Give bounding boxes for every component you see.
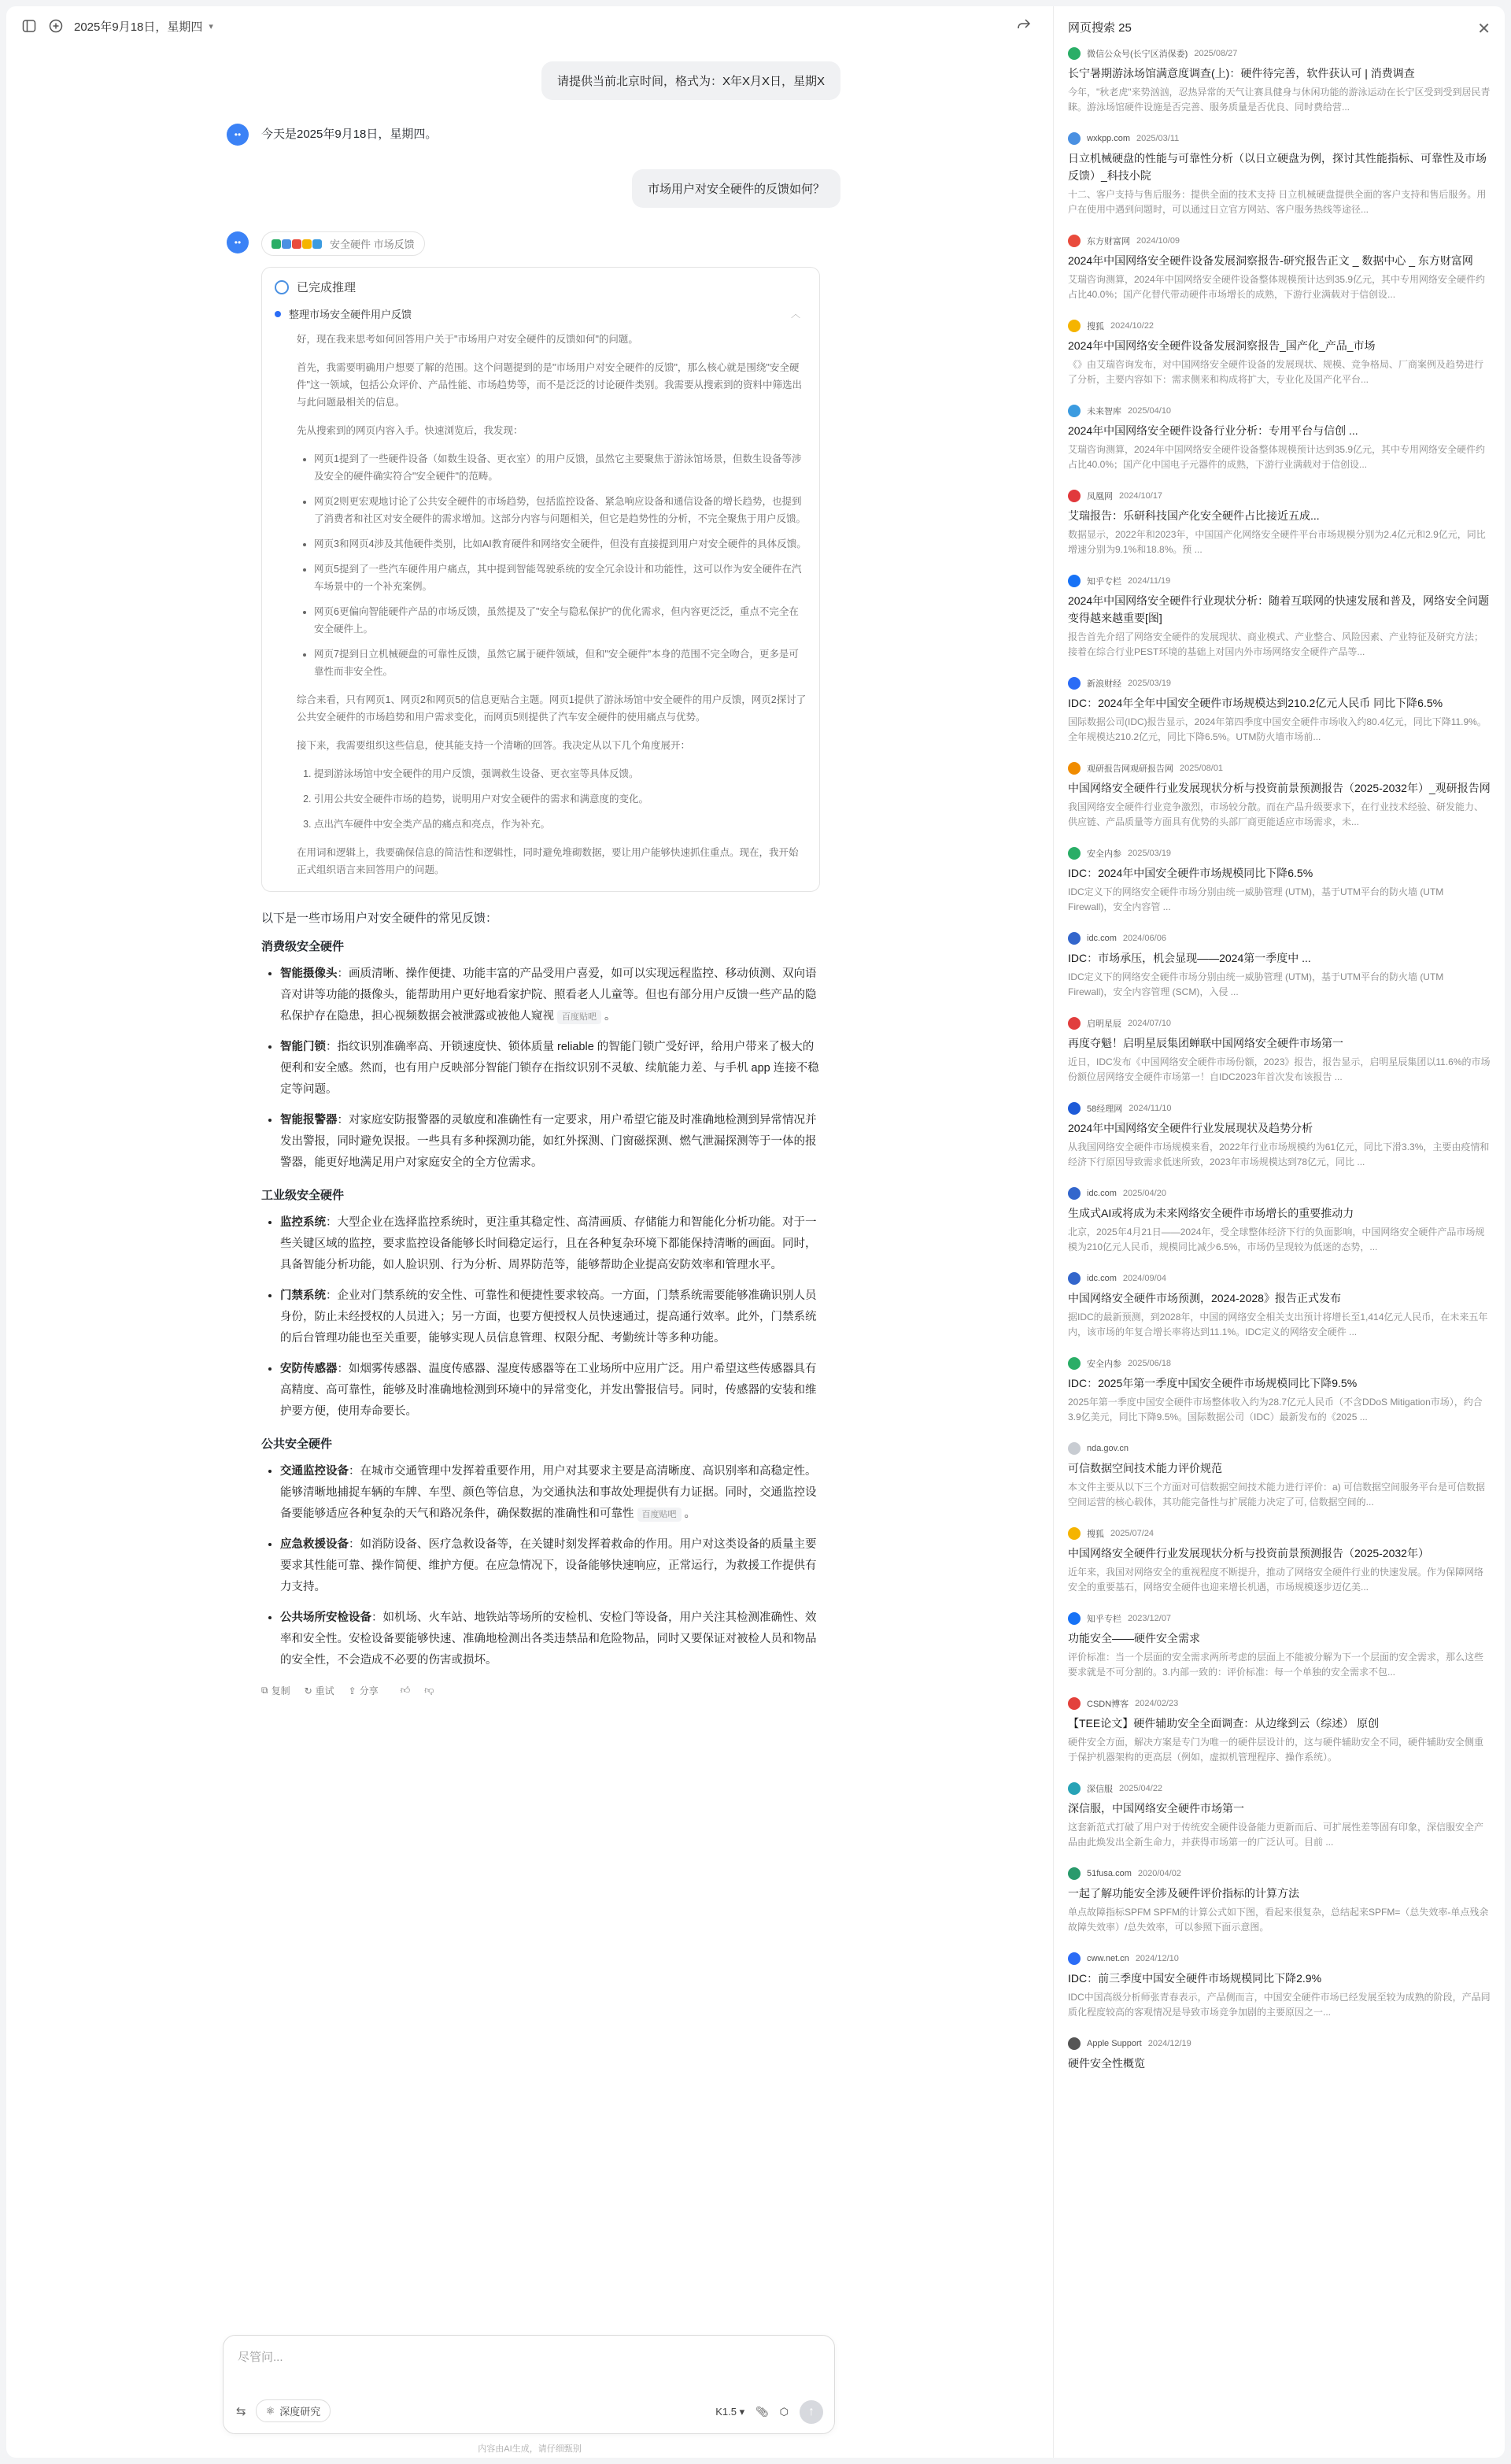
reasoning-paragraph: 先从搜索到的网页内容入手。快速浏览后，我发现： (297, 425, 523, 436)
result-source-row (1068, 1442, 1491, 1455)
result-source-row (1068, 762, 1491, 775)
result-source: 凤凰网 (1087, 492, 1113, 501)
search-result[interactable] (1068, 2037, 1491, 2075)
result-snippet: 数据显示，2022年和2023年，中国国产化网络安全硬件平台市场规模分别为2.4亿元和2.9亿元，同比增速分别为9.1%和18.8%。预 ... (1068, 529, 1486, 555)
answer-section-heading: 工业级安全硬件 (261, 1189, 345, 1202)
result-source-row (1068, 932, 1491, 945)
result-source: 东方财富网 (1087, 237, 1130, 246)
search-result[interactable] (1068, 1867, 1491, 1935)
result-date: 2024/09/04 (1122, 1274, 1166, 1283)
result-snippet: 据IDC的最新预测，到2028年，中国的网络安全相关支出预计将增长至1,414亿元人民币，在未来五年内，该市场的年复合增长率将达到11.1%。IDC定义的网络安全硬件 ... (1068, 1312, 1488, 1337)
site-favicon-icon (1068, 1102, 1081, 1115)
answer-item-text: ：画质清晰、操作便捷、功能丰富的产品受用户喜爱，如可以实现远程监控、移动侦测、双向语音对讲等功能的摄像头，能帮助用户更好地看家护院、照看老人儿童等。但也有部分用户反馈一些产品的隐私保护存在隐患，担心视频数据会被泄露或被他人窥视 (280, 967, 817, 1023)
result-source: 新浪财经 (1087, 679, 1121, 689)
result-title[interactable]: IDC：市场承压，机会显现——2024第一季度中 ... (1068, 952, 1311, 964)
assistant-text: 今天是2025年9月18日，星期四。 (261, 128, 438, 141)
answer-section-heading: 公共安全硬件 (261, 1437, 333, 1451)
assistant-avatar: •• (227, 231, 249, 253)
result-title[interactable]: 深信服，中国网络安全硬件市场第一 (1068, 1802, 1244, 1815)
result-title[interactable]: 中国网络安全硬件行业发展现状分析与投资前景预测报告（2025-2032年）_观研报告网 (1068, 782, 1491, 794)
share-icon: ⇪ (348, 1685, 357, 1696)
search-result[interactable] (1068, 132, 1491, 217)
answer-item-text: ：企业对门禁系统的安全性、可靠性和便捷性要求较高。一方面，门禁系统需要能够准确识别人员身份，防止未经授权的人员进入；另一方面，也要方便授权人员快速通过，提高通行效率。此外，门禁系统的后台管理功能也至关重要，能够实现人员信息管理、权限分配、考勤统计等多种功能。 (280, 1289, 817, 1345)
result-snippet: 十二、客户支持与售后服务：提供全面的技术支持 日立机械硬盘提供全面的客户支持和售后服务。用户在使用中遇到问题时，可以通过日立官方网站、客户服务热线等途径... (1068, 189, 1487, 215)
reasoning-bullets (314, 450, 807, 680)
result-title[interactable]: 2024年中国网络安全硬件行业发展现状及趋势分析 (1068, 1122, 1313, 1134)
result-snippet: IDC定义下的网络安全硬件市场分别由统一威胁管理 (UTM)，基于UTM平台的防火墙 (UTM Firewall)，安全内容管理 (SCM)，入侵 ... (1068, 971, 1444, 997)
model-label: K1.5 (715, 2406, 737, 2418)
result-date: 2025/08/01 (1180, 764, 1224, 773)
answer-item-name: 安防传感器 (280, 1363, 338, 1375)
site-favicon-icon (1068, 1952, 1081, 1965)
result-source: 知乎专栏 (1087, 577, 1121, 586)
search-result[interactable] (1068, 847, 1491, 915)
site-favicon-icon (1068, 1442, 1081, 1455)
answer-item-name: 公共场所安检设备 (280, 1611, 371, 1624)
result-title[interactable]: 中国网络安全硬件行业发展现状分析与投资前景预测报告（2025-2032年） (1068, 1547, 1429, 1559)
result-snippet: 从我国网络安全硬件市场规模来看，2022年行业市场规模约为61亿元，同比下滑3.3%，主要由疫情和经济下行原因导致需求低迷所致，2023年市场规模达到78亿元，同比 ... (1068, 1141, 1490, 1167)
result-snippet: 本文件主要从以下三个方面对可信数据空间技术能力进行评价：a) 可信数据空间服务平台是可信数据空间运营的核心载体，其功能完备性与扩展能力决定了可, 信数据空间的... (1068, 1482, 1486, 1508)
result-date: 2024/10/22 (1110, 321, 1154, 331)
answer-item-text: ：如烟雾传感器、温度传感器、湿度传感器等在工业场所中应用广泛。用户希望这些传感器具有高精度、高可靠性，能够及时准确地检测到环境中的异常变化，并发出警报信号。同时，传感器的安装和维护要方便，使用寿命要长。 (280, 1363, 817, 1418)
reasoning-body (275, 331, 807, 879)
thumbs-up-button[interactable]: 👍︎ (400, 1685, 411, 1696)
reasoning-ordered-item: 2. 引用公共安全硬件市场的趋势，说明用户对安全硬件的需求和满意度的变化。 (314, 790, 807, 808)
result-source-row (1068, 1102, 1491, 1115)
result-title[interactable]: 长宁暑期游泳场馆满意度调查(上)：硬件待完善，软件获认可 | 消费调查 (1068, 67, 1415, 80)
search-result[interactable] (1068, 1697, 1491, 1765)
search-result[interactable] (1068, 235, 1491, 302)
reasoning-panel (261, 267, 820, 892)
result-source-row (1068, 235, 1491, 247)
result-date: 2024/06/06 (1122, 934, 1166, 943)
search-result[interactable] (1068, 762, 1491, 830)
web-search-panel (1053, 6, 1505, 2458)
search-result[interactable] (1068, 47, 1491, 115)
result-source-row (1068, 405, 1491, 417)
result-title[interactable]: 中国网络安全硬件市场预测，2024-2028》报告正式发布 (1068, 1292, 1341, 1304)
site-favicon-icon (1068, 847, 1081, 860)
result-snippet: 国际数据公司(IDC)报告显示，2024年第四季度中国安全硬件市场收入约80.4亿元，同比下降11.9%。全年规模达210.2亿元，同比下降6.5%。UTM防火墙市场前... (1068, 716, 1487, 742)
search-result[interactable] (1068, 1017, 1491, 1085)
step-dot (275, 311, 281, 317)
source-favicons (272, 239, 322, 249)
result-source: CSDN博客 (1087, 1700, 1129, 1709)
result-title[interactable]: 2024年中国网络安全硬件设备发展洞察报告-研究报告正文 _ 数据中心 _ 东方财富网 (1068, 254, 1473, 267)
sidebar-toggle-icon[interactable] (20, 17, 38, 35)
reasoning-step[interactable] (275, 306, 807, 321)
answer-item-name: 智能摄像头 (280, 967, 338, 980)
result-source-row (1068, 320, 1491, 332)
result-snippet: IDC定义下的网络安全硬件市场分别由统一威胁管理 (UTM)，基于UTM平台的防火墙 (UTM Firewall)，安全内容管 ... (1068, 886, 1444, 912)
reasoning-header[interactable] (275, 279, 807, 295)
result-source: 安全内参 (1087, 1360, 1121, 1369)
answer-list-item (280, 1286, 820, 1349)
reasoning-ordered (314, 765, 807, 833)
refresh-icon: ↻ (304, 1685, 312, 1696)
result-source: idc.com (1087, 1189, 1117, 1198)
answer-list-item (280, 1608, 820, 1671)
result-source: cww.net.cn (1087, 1954, 1129, 1963)
site-favicon-icon (1068, 1782, 1081, 1795)
reasoning-ordered-item: 3. 点出汽车硬件中安全类产品的痛点和亮点，作为补充。 (314, 816, 807, 833)
site-favicon-icon (1068, 1017, 1081, 1030)
reasoning-status: 已完成推理 (297, 281, 357, 294)
model-select[interactable]: K1.5 ▾ (715, 2406, 745, 2418)
result-title[interactable]: IDC：2024年全年中国安全硬件市场规模达到210.2亿元人民币 同比下降6.5% (1068, 697, 1443, 709)
research-icon: ⚛ (265, 2404, 275, 2417)
answer-section-heading: 消费级安全硬件 (261, 940, 345, 953)
result-date: 2024/11/19 (1128, 576, 1171, 586)
reasoning-bullet: • 网页1提到了一些硬件设备（如数生设备、更衣室）的用户反馈，虽然它主要聚焦于游泳馆场景，但数生设备等涉及安全的硬件确实符合"安全硬件"的范畴。 (314, 450, 807, 485)
web-search-chip[interactable] (261, 231, 425, 256)
result-title[interactable]: 日立机械硬盘的性能与可靠性分析（以日立硬盘为例，探讨其性能指标、可靠性及市场反馈）_科技小院 (1068, 152, 1487, 182)
search-results (1054, 47, 1505, 2075)
conversation-title[interactable]: 2025年9月18日，星期四 (74, 20, 203, 34)
result-snippet: 2025年第一季度中国安全硬件市场整体收入约为28.7亿元人民币（不含DDoS Mitigation市场），约合3.9亿美元，同比下降9.5%。国际数据公司（IDC）最新发布的《2025 ... (1068, 1397, 1483, 1423)
chevron-down-icon[interactable]: ▾ (209, 21, 213, 31)
result-snippet: 这套新范式打破了用户对于传统安全硬件设备能力更新而后、可扩展性差等固有印象，深信服安全产品由此焕发出全新生命力，并获得市场第一的广泛认可。目前 ... (1068, 1822, 1484, 1848)
thumbs-down-button[interactable]: 👎︎ (424, 1685, 434, 1696)
chat-pane (6, 6, 1053, 2458)
site-favicon-icon (1068, 235, 1081, 247)
result-source: 观研报告网观研报告网 (1087, 764, 1173, 774)
result-snippet: 报告首先介绍了网络安全硬件的发展现状、商业模式、产业整合、风险因素、产业特征及研究方法；接着在综合行业PEST环境的基础上对国内外市场网络安全硬件产品等... (1068, 631, 1484, 657)
search-result[interactable] (1068, 1442, 1491, 1510)
result-snippet: 今年，"秋老虎"来势汹汹，忍热异常的天气让赛具健身与休闲功能的游泳运动在长宁区受到受到居民青睐。游泳场馆硬件设施是否完善、服务质量是否优良、同时费给营... (1068, 87, 1491, 113)
result-source-row (1068, 1272, 1491, 1285)
chevron-up-icon[interactable]: ︿ (790, 309, 800, 320)
search-chip-label: 安全硬件 市场反馈 (330, 239, 415, 250)
result-title[interactable]: 生成式AI或将成为未来网络安全硬件市场增长的重要推动力 (1068, 1207, 1354, 1219)
reasoning-bullet: • 网页2则更宏观地讨论了公共安全硬件的市场趋势，包括监控设备、紧急响应设备和通信设备的增长趋势，也提到了消费者和社区对安全硬件的需求增加。这部分内容与问题相关，但它是趋势性的分析，不完全聚焦于用户反馈。 (314, 493, 807, 527)
share-label: 分享 (359, 1685, 379, 1696)
user-message: 请提供当前北京时间，格式为：X年X月X日，星期X (541, 61, 840, 100)
result-source-row (1068, 677, 1491, 690)
site-favicon-icon (1068, 1357, 1081, 1370)
site-favicon-icon (1068, 575, 1081, 587)
site-favicon-icon (1068, 932, 1081, 945)
reasoning-bullet: • 网页5提到了一些汽车硬件用户痛点，其中提到智能驾驶系统的安全冗余设计和功能性，这可以作为安全硬件在汽车场景中的一个补充案例。 (314, 561, 807, 595)
search-result[interactable] (1068, 677, 1491, 745)
result-date: 2023/12/07 (1128, 1614, 1172, 1623)
web-search-title: 网页搜索 25 (1068, 20, 1132, 35)
result-source: 微信公众号(长宁区消保委) (1087, 50, 1188, 59)
top-bar (6, 6, 1053, 46)
result-source-row (1068, 1527, 1491, 1540)
result-source: idc.com (1087, 1274, 1117, 1283)
result-title[interactable]: 功能安全——硬件安全需求 (1068, 1632, 1200, 1645)
site-favicon-icon (1068, 2037, 1081, 2050)
result-source-row (1068, 132, 1491, 145)
answer-item-name: 交通监控设备 (280, 1465, 349, 1478)
copy-icon: ⧉ (261, 1685, 268, 1696)
site-favicon-icon (1068, 132, 1081, 145)
assistant-message (227, 124, 840, 146)
assistant-avatar: •• (227, 124, 249, 146)
cube-icon[interactable]: ⬡ (779, 2406, 789, 2418)
result-source-row (1068, 1357, 1491, 1370)
result-source-row (1068, 1697, 1491, 1710)
search-result[interactable] (1068, 320, 1491, 387)
result-snippet: 我国网络安全硬件行业竞争激烈，市场较分散。而在产品升级要求下，在行业技术经验、研发能力、供应链、产品质量等方面具有优势的头部厂商更能适应市场需求，未... (1068, 801, 1484, 827)
reasoning-paragraph: 综合来看，只有网页1、网页2和网页5的信息更贴合主题。网页1提供了游泳场馆中安全硬件的用户反馈，网页2探讨了公共安全硬件的市场趋势和用户需求变化，而网页5则提供了汽车安全硬件的使用痛点与优势。 (297, 694, 807, 723)
result-title[interactable]: 再度夺魁！启明星辰集团蝉联中国网络安全硬件市场第一 (1068, 1037, 1343, 1049)
result-source-row (1068, 1612, 1491, 1625)
result-source-row (1068, 1782, 1491, 1795)
result-snippet: 艾瑞咨询测算，2024年中国网络安全硬件设备整体规模预计达到35.9亿元，其中专用网络安全硬件约占比40.0%；国产化中国电子元器件的成熟，下游行业满载对于信创设... (1068, 444, 1486, 470)
result-source: 深信服 (1087, 1785, 1113, 1794)
result-date: 2024/10/09 (1136, 236, 1180, 246)
result-date: 2025/03/19 (1128, 679, 1172, 688)
reasoning-step-label: 整理市场安全硬件用户反馈 (289, 309, 412, 320)
result-snippet: 《》由艾瑞咨询发布，对中国网络安全硬件设备的发展现状、规模、竞争格局、厂商案例及趋势进行了分析，主要内容如下：需求侧来和构成将扩大，专业化及国产化平台... (1068, 359, 1484, 385)
citation-tag[interactable]: 百度贴吧 (637, 1508, 682, 1522)
answer-list-item (280, 1359, 820, 1423)
share-icon[interactable] (1017, 17, 1031, 35)
search-result[interactable] (1068, 1612, 1491, 1680)
result-source: Apple Support (1087, 2039, 1142, 2048)
punctuation: 。 (681, 1508, 696, 1520)
result-title[interactable]: 艾瑞报告：乐研科技国产化安全硬件占比接近五成... (1068, 509, 1320, 522)
result-source: idc.com (1087, 934, 1117, 943)
site-favicon-icon (1068, 1272, 1081, 1285)
result-date: 2020/04/02 (1137, 1869, 1181, 1878)
tools-icon[interactable]: ⇆ (236, 2404, 246, 2418)
search-result[interactable] (1068, 1102, 1491, 1170)
answer-item-text: ：如机场、火车站、地铁站等场所的安检机、安检门等设备，用户关注其检测准确性、效率和安全性。安检设备要能够快速、准确地检测出各类违禁品和危险物品，同时又要保证对被检人员和物品的安全性，不会造成不必要的伤害或损坏。 (280, 1611, 817, 1667)
result-source-row (1068, 1952, 1491, 1965)
answer-list-item (280, 1212, 820, 1276)
composer-input[interactable]: 尽管问... (238, 2351, 283, 2364)
reasoning-bullet: • 网页6更偏向智能硬件产品的市场反馈，虽然提及了"安全与隐私保护"的优化需求，但内容更泛泛，重点不完全在安全硬件上。 (314, 603, 807, 638)
result-source-row (1068, 847, 1491, 860)
citation-tag[interactable]: 百度贴吧 (557, 1010, 601, 1024)
result-snippet: 单点故障指标SPFM SPFM的计算公式如下图，看起来很复杂，总结起来SPFM=（总失效率-单点残余故障失效率）/总失效率，可以参照下面示意图。 (1068, 1907, 1489, 1933)
result-title[interactable]: IDC：2024年中国安全硬件市场规模同比下降6.5% (1068, 867, 1313, 879)
copy-button[interactable] (261, 1684, 290, 1697)
result-title[interactable]: 一起了解功能安全涉及硬件评价指标的计算方法 (1068, 1887, 1299, 1900)
result-title[interactable]: 可信数据空间技术能力评价规范 (1068, 1462, 1222, 1474)
result-source: 未来智库 (1087, 407, 1121, 416)
answer-list (280, 1212, 820, 1423)
result-source: 启明星辰 (1087, 1019, 1121, 1029)
result-snippet: 评价标准：当一个层面的安全需求两所考虑的层面上不能被分解为下一个层面的安全需求，那么这些要求就是不可分割的。3.内部一致的：评价标准：每一个单独的安全需求不包... (1068, 1652, 1484, 1678)
site-favicon-icon (1068, 490, 1081, 502)
search-result[interactable] (1068, 490, 1491, 557)
reasoning-bullet: • 网页7提到日立机械硬盘的可靠性反馈，虽然它属于硬件领域，但和"安全硬件"本身的范围不完全吻合，更多是可靠性而非安全性。 (314, 646, 807, 680)
message-list (227, 61, 840, 1697)
result-snippet: IDC中国高级分析师张青春表示，产品侧而言，中国安全硬件市场已经发展至较为成熟的阶段，产品同质化程度较高的客观情况是导致市场竞争加剧的主要原因之一... (1068, 1992, 1491, 2018)
answer-intro: 以下是一些市场用户对安全硬件的常见反馈： (261, 912, 498, 925)
site-favicon-icon (1068, 320, 1081, 332)
retry-button[interactable] (305, 1684, 334, 1697)
result-source-row (1068, 2037, 1491, 2050)
answer-item-name: 智能报警器 (280, 1114, 338, 1127)
result-title[interactable]: IDC：2025年第一季度中国安全硬件市场规模同比下降9.5% (1068, 1377, 1358, 1389)
result-source-row (1068, 1017, 1491, 1030)
answer-list-item (280, 964, 820, 1027)
result-date: 2025/07/24 (1110, 1529, 1154, 1538)
send-button[interactable]: ↑ (800, 2400, 823, 2424)
search-result[interactable] (1068, 1952, 1491, 2020)
result-title[interactable]: 硬件安全性概览 (1068, 2057, 1145, 2070)
share-button[interactable] (349, 1684, 379, 1697)
site-favicon-icon (1068, 1187, 1081, 1200)
result-date: 2024/10/17 (1119, 491, 1163, 501)
answer-list (280, 1461, 820, 1671)
answer-list-item (280, 1461, 820, 1525)
retry-label: 重试 (315, 1685, 334, 1696)
answer-item-text: ：如消防设备、医疗急救设备等，在关键时刻发挥着救命的作用。用户对这类设备的质量主要要求其性能可靠、操作简便、维护方便。在应急情况下，设备能够快速响应，正常运行，为救援工作提供有力支持。 (280, 1538, 817, 1593)
search-result[interactable] (1068, 1357, 1491, 1425)
site-favicon-icon (1068, 1527, 1081, 1540)
answer-item-name: 监控系统 (280, 1216, 326, 1229)
result-date: 2025/03/19 (1128, 849, 1172, 858)
user-message: 市场用户对安全硬件的反馈如何？ (632, 169, 840, 208)
result-date: 2025/08/27 (1194, 49, 1238, 58)
site-favicon-icon (1068, 47, 1081, 60)
answer-list-item (280, 1534, 820, 1598)
message-actions (261, 1684, 820, 1697)
result-source: wxkpp.com (1087, 134, 1131, 143)
answer-sections (261, 938, 820, 1671)
result-title[interactable]: 2024年中国网络安全硬件行业现状分析：随着互联网的快速发展和普及，网络安全问题变得越来越重要[图] (1068, 594, 1490, 624)
deep-research-label: 深度研究 (279, 2406, 321, 2418)
answer-list-item (280, 1110, 820, 1174)
result-source: nda.gov.cn (1087, 1444, 1129, 1453)
result-source-row (1068, 490, 1491, 502)
lightbulb-icon (275, 280, 289, 294)
copy-label: 复制 (271, 1685, 290, 1696)
attach-icon[interactable]: 📎︎ (756, 2406, 769, 2418)
site-favicon-icon (1068, 1697, 1081, 1710)
answer-item-name: 应急救援设备 (280, 1538, 349, 1551)
result-title[interactable]: IDC：前三季度中国安全硬件市场规模同比下降2.9% (1068, 1972, 1322, 1985)
search-result[interactable] (1068, 1187, 1491, 1255)
answer-list (280, 964, 820, 1174)
result-source: 58经理网 (1087, 1104, 1123, 1114)
result-date: 2025/03/11 (1136, 134, 1180, 143)
result-source: 安全内参 (1087, 849, 1121, 859)
result-source-row (1068, 1187, 1491, 1200)
result-date: 2024/12/10 (1135, 1954, 1179, 1963)
answer-item-text: ：在城市交通管理中发挥着重要作用，用户对其要求主要是高清晰度、高识别率和高稳定性。能够清晰地捕捉车辆的车牌、车型、颜色等信息，为交通执法和事故处理提供有力证据。同时，交通监控设备要能够适应各种复杂的天气和路况条件，确保数据的准确性和可靠性 (280, 1465, 817, 1520)
result-source-row (1068, 575, 1491, 587)
reasoning-ordered-item: 1. 提到游泳场馆中安全硬件的用户反馈，强调救生设备、更衣室等具体反馈。 (314, 765, 807, 782)
site-favicon-icon (1068, 762, 1081, 775)
answer-list-item (280, 1037, 820, 1101)
assistant-message (227, 231, 840, 1697)
deep-research-button[interactable] (256, 2399, 331, 2422)
search-result[interactable] (1068, 1272, 1491, 1340)
result-snippet: 硬件安全方面，解决方案是专门为唯一的硬件层设计的，这与硬件辅助安全不同，硬件辅助安全侧重于保护机器架构的更高层（例如，虚拟机管理程序、操作系统）。 (1068, 1737, 1484, 1763)
result-source-row (1068, 1867, 1491, 1880)
result-title[interactable]: 2024年中国网络安全硬件设备发展洞察报告_国产化_产品_市场 (1068, 339, 1376, 352)
result-source: 搜狐 (1087, 322, 1104, 331)
result-snippet: 北京，2025年4月21日——2024年，受全球整体经济下行的负面影响，中国网络安全硬件产品市场规模为210亿元人民币，规模同比减少6.5%，市场仍呈现较为低迷的态势，... (1068, 1226, 1485, 1252)
answer-item-text: ：大型企业在选择监控系统时，更注重其稳定性、高清画质、存储能力和智能化分析功能。对于一些关键区域的监控，要求监控设备能够长时间稳定运行，且在各种复杂环境下都能保持清晰的画面。同时，具备智能分析功能，如人脸识别、行为分析、周界防范等，能够帮助企业提高安防效率和管理水平。 (280, 1216, 817, 1271)
new-chat-icon[interactable] (47, 17, 65, 35)
composer-tools (236, 2399, 331, 2422)
result-date: 2024/07/10 (1128, 1019, 1172, 1028)
result-date: 2024/12/19 (1147, 2039, 1191, 2048)
search-result[interactable] (1068, 1527, 1491, 1595)
reasoning-paragraph: 接下来，我需要组织这些信息，使其能支持一个清晰的回答。我决定从以下几个角度展开： (297, 740, 691, 751)
answer-item-name: 智能门锁 (280, 1041, 326, 1053)
reasoning-paragraph: 好，现在我来思考如何回答用户关于"市场用户对安全硬件的反馈如何"的问题。 (297, 334, 638, 345)
search-result[interactable] (1068, 405, 1491, 472)
site-favicon-icon (1068, 1612, 1081, 1625)
result-snippet: 近年来，我国对网络安全的重视程度不断提升，推动了网络安全硬件行业的快速发展。作为保障网络安全的重要基石，网络安全硬件也迎来增长机遇，市场规模逐步迈亿美... (1068, 1567, 1484, 1593)
result-snippet: 近日，IDC发布《中国网络安全硬件市场份额，2023》报告，报告显示，启明星辰集团以11.6%的市场份额位居网络安全硬件市场第一！自IDC2023年首次发布该报告 ... (1068, 1056, 1491, 1082)
site-favicon-icon (1068, 1867, 1081, 1880)
punctuation: 。 (601, 1010, 616, 1023)
search-result[interactable] (1068, 575, 1491, 660)
composer-right (715, 2400, 823, 2424)
reasoning-paragraph: 在用词和逻辑上，我要确保信息的简洁性和逻辑性，同时避免堆砌数据，要让用户能够快速抓住重点。现在，我开始正式组织语言来回答用户的问题。 (297, 847, 799, 875)
site-favicon-icon (1068, 677, 1081, 690)
result-snippet: 艾瑞咨询测算，2024年中国网络安全硬件设备整体规模预计达到35.9亿元，其中专用网络安全硬件约占比40.0%；国产化替代带动硬件市场增长的成熟，下游行业满载对于信创设... (1068, 274, 1486, 300)
reasoning-bullet: • 网页3和网页4涉及其他硬件类别，比如AI教育硬件和网络安全硬件，但没有直接提到用户对安全硬件的具体反馈。 (314, 535, 807, 553)
result-date: 2025/04/22 (1119, 1784, 1163, 1793)
ai-disclaimer: 内容由AI生成，请仔细甄别 (478, 2444, 582, 2454)
result-date: 2024/02/23 (1135, 1699, 1179, 1708)
result-date: 2025/06/18 (1128, 1359, 1172, 1368)
answer-item-text: ：对家庭安防报警器的灵敏度和准确性有一定要求，用户希望它能及时准确地检测到异常情况并发出警报，同时避免误报。一些具有多种探测功能，如红外探测、门窗磁探测、燃气泄漏探测等于一体的报警器，能更好地满足用户对家庭安全的全方位需求。 (280, 1114, 817, 1169)
reasoning-paragraph: 首先，我需要明确用户想要了解的范围。这个问题提到的是"市场用户对安全硬件的反馈"，那么核心就是围绕"安全硬件"这一领域，包括公众评价、产品性能、市场趋势等，而不是泛泛的讨论硬件类别。我需要从搜索到的资料中筛选出与此问题最相关的信息。 (297, 362, 802, 408)
close-icon[interactable]: ✕ (1477, 20, 1491, 38)
site-favicon-icon (1068, 405, 1081, 417)
result-source: 51fusa.com (1087, 1869, 1132, 1878)
answer-item-text: ：指纹识别准确率高、开锁速度快、锁体质量 reliable 的智能门锁广受好评，给用户带来了极大的便利和安全感。然而，也有用户反映部分智能门锁存在指纹识别不灵敏、续航能力差、与手机 app 连接不稳定等问题。 (280, 1041, 819, 1096)
message-composer[interactable] (223, 2335, 835, 2434)
result-date: 2024/11/10 (1129, 1104, 1172, 1113)
result-source: 搜狐 (1087, 1530, 1104, 1539)
result-date: 2025/04/10 (1128, 406, 1172, 416)
search-result[interactable] (1068, 932, 1491, 1000)
search-result[interactable] (1068, 1782, 1491, 1850)
result-title[interactable]: 2024年中国网络安全硬件设备行业分析：专用平台与信创 ... (1068, 424, 1358, 437)
answer-item-name: 门禁系统 (280, 1289, 326, 1302)
result-title[interactable]: 【TEE论文】硬件辅助安全全面调查：从边缘到云（综述） 原创 (1068, 1717, 1380, 1730)
web-search-header (1054, 6, 1505, 47)
result-source: 知乎专栏 (1087, 1615, 1121, 1624)
result-date: 2025/04/20 (1122, 1189, 1166, 1198)
result-source-row (1068, 47, 1491, 60)
